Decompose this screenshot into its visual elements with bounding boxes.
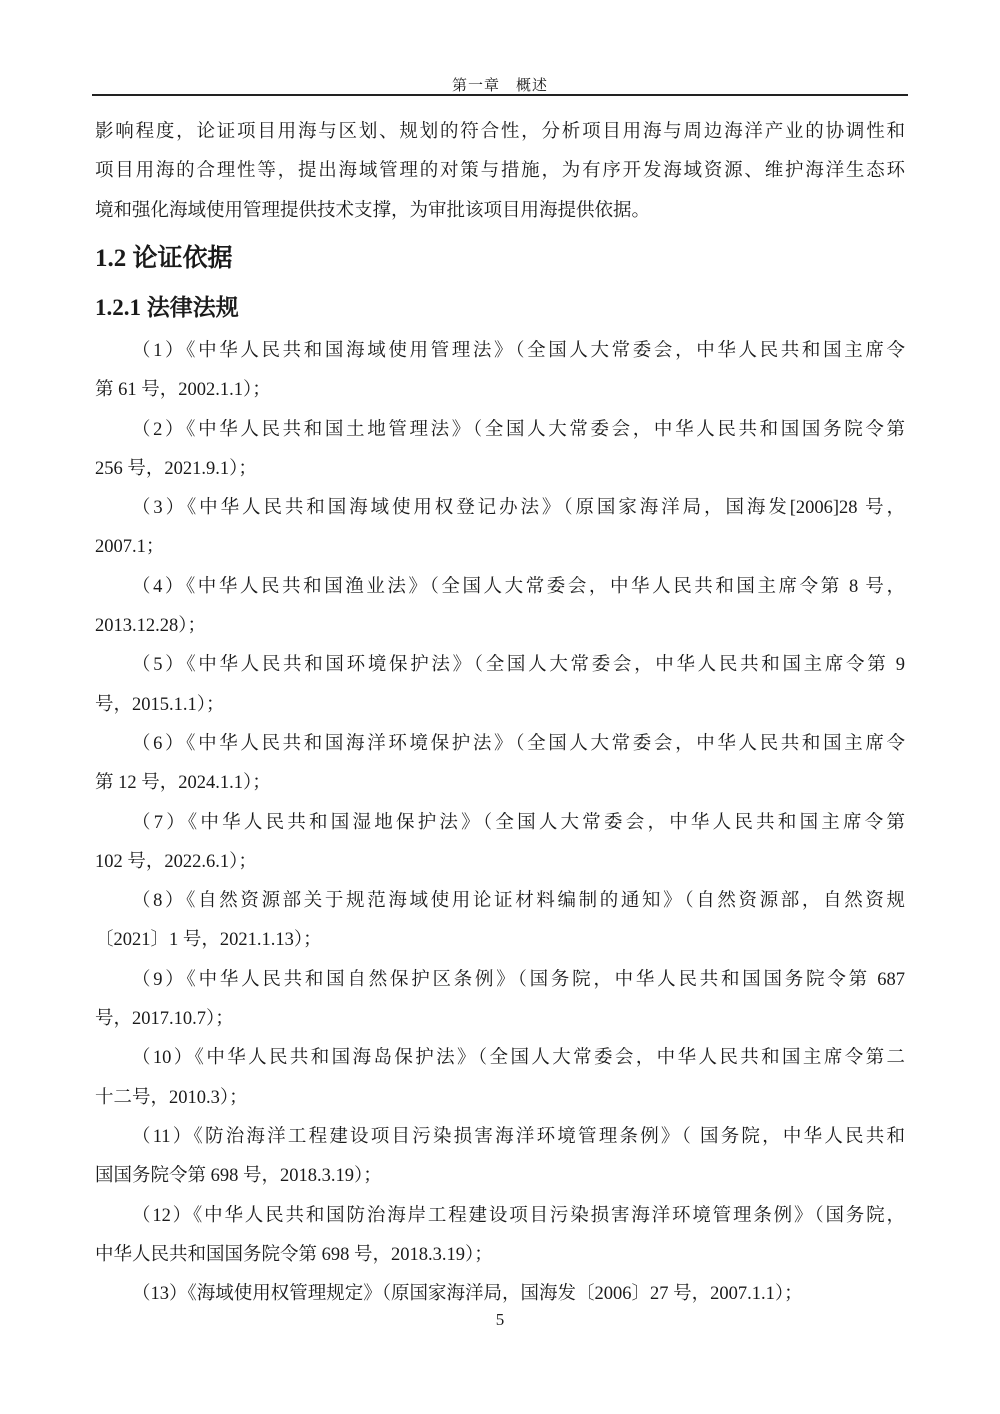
list-item-line: 国国务院令第 698 号，2018.3.19）；	[95, 1166, 382, 1187]
list-item	[95, 1039, 905, 1118]
list-item-line: （12）《中华人民共和国防治海岸工程建设项目污染损害海洋环境管理条例》（国务院，	[132, 1205, 905, 1226]
list-item-line: （7）《中华人民共和国湿地保护法》（全国人大常委会，中华人民共和国主席令第	[132, 812, 905, 833]
list-item-line: 十二号，2010.3）；	[95, 1087, 248, 1108]
list-item-line: （1）《中华人民共和国海域使用管理法》（全国人大常委会，中华人民共和国主席令	[132, 341, 905, 361]
list-item	[95, 568, 905, 647]
regulation-list	[95, 332, 905, 1314]
list-item-line: （13）《海域使用权管理规定》（原国家海洋局，国海发〔2006〕27 号，2007.1.1）；	[132, 1284, 803, 1305]
section-heading: 1.2 论证依据	[95, 245, 233, 272]
list-item-line: 号，2015.1.1）；	[95, 694, 225, 715]
list-item	[95, 882, 905, 961]
list-item-line: 中华人民共和国国务院令第 698 号，2018.3.19）；	[95, 1244, 493, 1265]
list-item-line: 102 号，2022.6.1）；	[95, 851, 257, 872]
list-item-line: （5）《中华人民共和国环境保护法》（全国人大常委会，中华人民共和国主席令第 9	[132, 655, 905, 676]
list-item-line: （4）《中华人民共和国渔业法》（全国人大常委会，中华人民共和国主席令第 8 号，	[132, 576, 905, 597]
list-item-line: （2）《中华人民共和国土地管理法》（全国人大常委会，中华人民共和国国务院令第	[132, 419, 905, 440]
paragraph-line: 影响程度，论证项目用海与区划、规划的符合性，分析项目用海与周边海洋产业的协调性和	[95, 122, 905, 142]
intro-paragraph	[95, 113, 905, 231]
paragraph-line: 项目用海的合理性等，提出海域管理的对策与措施，为有序开发海域资源、维护海洋生态环	[95, 161, 905, 182]
list-item-line: （11）《防治海洋工程建设项目污染损害海洋环境管理条例》（ 国务院，中华人民共和	[132, 1126, 905, 1147]
list-item-line: 256 号，2021.9.1）；	[95, 458, 257, 479]
list-item-line: 2007.1；	[95, 537, 165, 558]
list-item-line: 2013.12.28）；	[95, 616, 207, 637]
list-item	[95, 411, 905, 490]
list-item	[95, 646, 905, 725]
running-header: 第一章 概述	[451, 78, 548, 94]
subsection-heading: 1.2.1 法律法规	[95, 295, 239, 320]
list-item	[95, 961, 905, 1040]
list-item	[95, 1197, 905, 1276]
list-item-line: （9）《中华人民共和国自然保护区条例》（国务院，中华人民共和国国务院令第 687	[132, 969, 905, 990]
list-item-line: 第 61 号，2002.1.1）；	[95, 380, 271, 401]
list-item	[95, 332, 905, 411]
list-item-line: 号，2017.10.7）；	[95, 1009, 234, 1030]
page-number: 5	[495, 1310, 505, 1329]
list-item-line: （6）《中华人民共和国海洋环境保护法》（全国人大常委会，中华人民共和国主席令	[132, 733, 905, 754]
list-item-line: 第 12 号，2024.1.1）；	[95, 773, 271, 794]
list-item	[95, 725, 905, 804]
list-item-line: 〔2021〕1 号，2021.1.13）；	[95, 930, 322, 951]
paragraph-line: 境和强化海域使用管理提供技术支撑，为审批该项目用海提供依据。	[95, 200, 651, 221]
list-item-line: （3）《中华人民共和国海域使用权登记办法》（原国家海洋局，国海发[2006]28 号，	[132, 498, 905, 519]
list-item-line: （10）《中华人民共和国海岛保护法》（全国人大常委会，中华人民共和国主席令第二	[132, 1048, 905, 1069]
list-item-line: （8）《自然资源部关于规范海域使用论证材料编制的通知》（自然资源部，自然资规	[132, 891, 905, 912]
list-item	[95, 489, 905, 568]
list-item	[95, 1275, 905, 1314]
list-item	[95, 1118, 905, 1197]
list-item	[95, 804, 905, 883]
header-rule	[92, 94, 908, 96]
